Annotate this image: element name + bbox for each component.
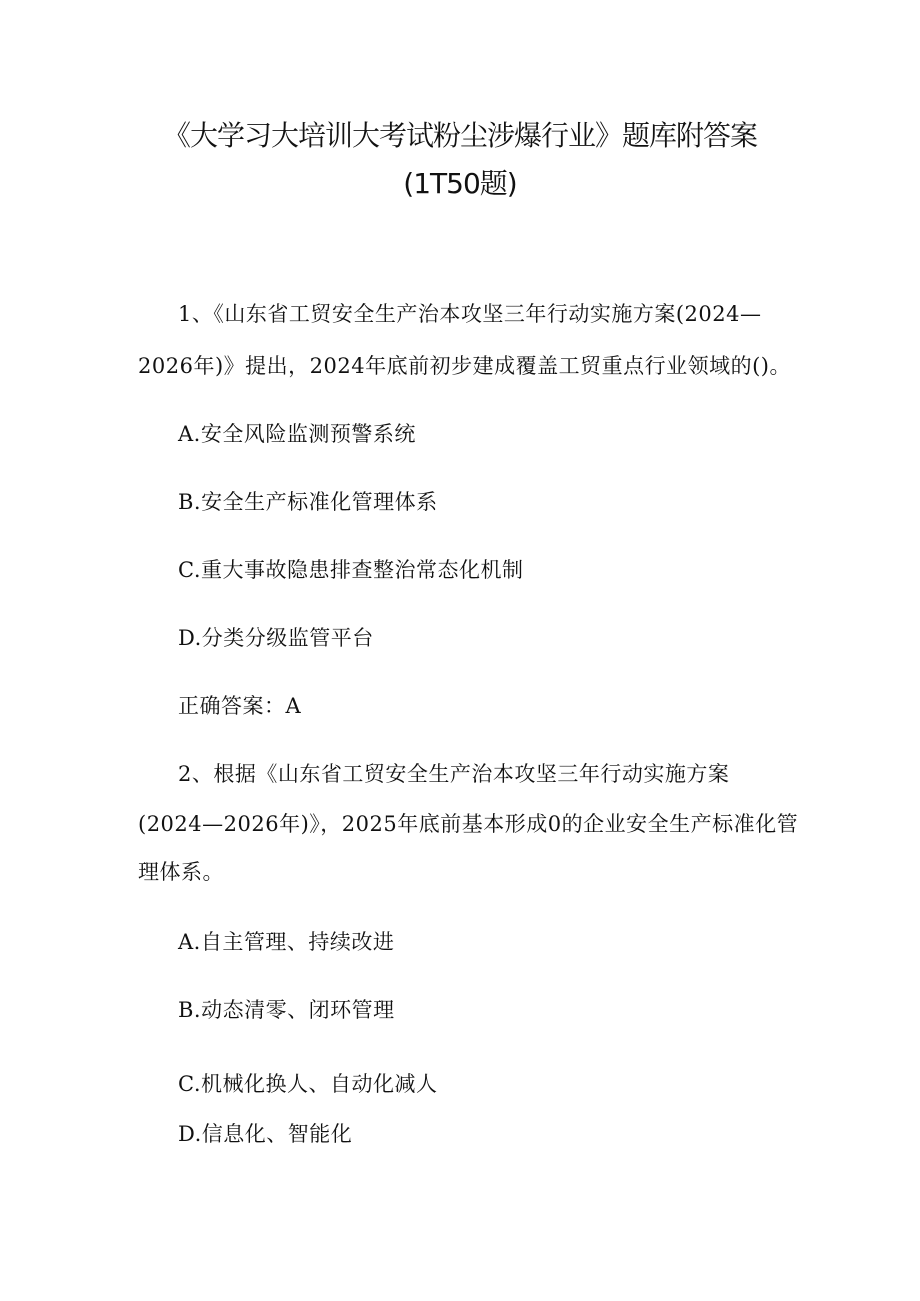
question-1-stem-line-1: 1、《山东省工贸安全生产治本攻坚三年行动实施方案(2024— <box>178 302 762 326</box>
question-1-option-b: B.安全生产标准化管理体系 <box>178 490 438 514</box>
question-1-option-d: D.分类分级监管平台 <box>178 626 374 650</box>
question-2-option-b: B.动态清零、闭环管理 <box>178 998 395 1022</box>
question-2-option-c: C.机械化换人、自动化减人 <box>178 1072 438 1096</box>
question-1-option-a: A.安全风险监测预警系统 <box>178 422 416 446</box>
question-2-option-d: D.信息化、智能化 <box>178 1122 353 1146</box>
question-2-stem-line-3: 理体系。 <box>138 860 224 884</box>
question-1-option-c: C.重大事故隐患排查整治常态化机制 <box>178 558 524 582</box>
document-title-line-2: (1T50题) <box>403 167 517 200</box>
question-2-stem-line-1: 2、根据《山东省工贸安全生产治本攻坚三年行动实施方案 <box>178 762 730 786</box>
question-1-answer: 正确答案：A <box>178 694 302 718</box>
question-2-option-a: A.自主管理、持续改进 <box>178 930 395 954</box>
question-1-stem-line-2: 2026年)》提出，2024年底前初步建成覆盖工贸重点行业领域的()。 <box>138 354 791 378</box>
document-title-line-1: 《大学习大培训大考试粉尘涉爆行业》题库附答案 <box>162 119 757 152</box>
question-2-stem-line-2: (2024—2026年)》，2025年底前基本形成0的企业安全生产标准化管 <box>138 812 799 836</box>
